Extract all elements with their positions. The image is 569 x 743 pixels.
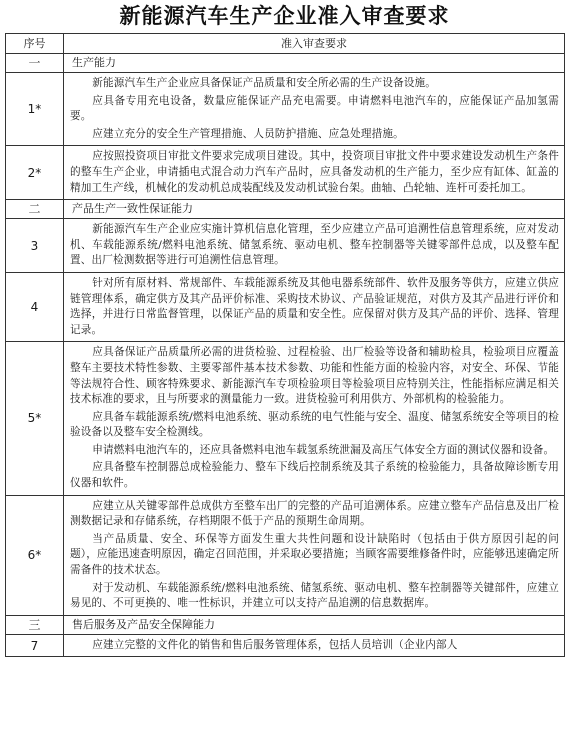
paragraph: 应建立完整的文件化的销售和售后服务管理体系，包括人员培训（企业内部人 xyxy=(92,638,458,651)
section-row xyxy=(6,615,565,634)
table-row xyxy=(6,272,565,341)
paragraph: 申请燃料电池汽车的，还应具备燃料电池车载氢系统泄漏及高压气体安全方面的测试仪器和设备。 xyxy=(92,443,555,456)
item-content xyxy=(64,495,565,615)
paragraph: 针对所有原材料、常规部件、车载能源系统及其他电器系统部件、软件及服务等供方，应建立供应链管理体系，确定供方及其产品评价标准、采购技术协议、产品验证规范，对供方及其产品进行评价和选择，并进行日常监督管理，以保证产品的质量和安全性。应保留对供方及其产品的评价、选择、管理记录。 xyxy=(70,276,559,336)
paragraph: 当产品质量、安全、环保等方面发生重大共性问题和设计缺陷时（包括由于供方原因引起的问题），应能迅速查明原因，确定召回范围，并采取必要措施；当顾客需要维修备件时，应能够迅速确定所需备件的技术状态。 xyxy=(70,532,559,577)
section-label: 生产能力 xyxy=(64,54,565,73)
paragraph: 应按照投资项目审批文件要求完成项目建设。其中，投资项目审批文件中要求建设发动机生产条件的整车生产企业，申请插电式混合动力汽车产品时，应具备发动机的生产能力，至少应有缸体、缸盖的精加工生产线，机械化的发动机总成装配线及发动机试验台架。曲轴、凸轮轴、连杆可委托加工。 xyxy=(70,150,559,194)
section-row xyxy=(6,200,565,219)
section-number: 三 xyxy=(6,615,64,634)
requirements-table xyxy=(5,33,565,657)
paragraph: 应具备专用充电设备，数量应能保证产品充电需要。申请燃料电池汽车的，应能保证产品加氢需要。 xyxy=(70,94,559,123)
item-number: 6* xyxy=(6,495,64,615)
section-number: 一 xyxy=(6,54,64,73)
item-number: 4 xyxy=(6,272,64,341)
table-row xyxy=(6,342,565,495)
item-number: 7 xyxy=(6,634,64,657)
item-content xyxy=(64,342,565,495)
paragraph: 新能源汽车生产企业应具备保证产品质量和安全所必需的生产设备设施。 xyxy=(92,77,437,89)
item-content xyxy=(64,73,565,146)
section-number: 二 xyxy=(6,200,64,219)
col-header-requirements: 准入审查要求 xyxy=(64,34,565,54)
paragraph: 应具备保证产品质量所必需的进货检验、过程检验、出厂检验等设备和辅助检具，检验项目应覆盖整车主要技术特性参数、主要零部件基本技术参数、功能和性能方面的检验内容，对安全、环保、节能等法规符合性、顾客特殊要求、新能源汽车专项检验项目等检验项目应特别关注，性能指标应满足相关技术标准的要求，且与所要求的测量能力一致。进货检验可利用供方、外部机构的检验能力。 xyxy=(70,346,559,406)
item-content xyxy=(64,219,565,273)
paragraph: 新能源汽车生产企业应实施计算机信息化管理，至少应建立产品可追溯性信息管理系统，应对发动机、车载能源系统/燃料电池系统、储氢系统、驱动电机、整车控制器等关键零部件总成，以及整车配置、出厂检测数据等进行可追溯性信息管理。 xyxy=(70,223,559,267)
table-header-row xyxy=(6,34,565,54)
paragraph: 应建立从关键零部件总成供方至整车出厂的完整的产品可追溯体系。应建立整车产品信息及出厂检测数据记录和存储系统，存档期限不低于产品的预期生命周期。 xyxy=(70,499,559,528)
item-content xyxy=(64,146,565,200)
table-row xyxy=(6,634,565,657)
item-content xyxy=(64,272,565,341)
col-header-number: 序号 xyxy=(6,34,64,54)
paragraph: 应具备车载能源系统/燃料电池系统、驱动系统的电气性能与安全、温度、储氢系统安全等项目的检验设备以及整车安全检测线。 xyxy=(70,410,559,439)
section-label: 售后服务及产品安全保障能力 xyxy=(64,615,565,634)
paragraph: 应具备整车控制器总成检验能力、整车下线后控制系统及其子系统的检验能力，具备故障诊断专用仪器和软件。 xyxy=(70,461,559,490)
item-number: 3 xyxy=(6,219,64,273)
page-title: 新能源汽车生产企业准入审查要求 xyxy=(119,4,450,28)
item-content xyxy=(64,634,565,657)
section-row xyxy=(6,54,565,73)
table-row xyxy=(6,219,565,273)
section-label: 产品生产一致性保证能力 xyxy=(64,200,565,219)
table-row xyxy=(6,495,565,615)
table-row xyxy=(6,146,565,200)
item-number: 5* xyxy=(6,342,64,495)
item-number: 2* xyxy=(6,146,64,200)
paragraph: 应建立充分的安全生产管理措施、人员防护措施、应急处理措施。 xyxy=(92,127,404,140)
table-row xyxy=(6,73,565,146)
paragraph: 对于发动机、车载能源系统/燃料电池系统、储氢系统、驱动电机、整车控制器等关键部件，应建立易见的、不可更换的、唯一性标识，并建立可以支持产品追溯的信息数据库。 xyxy=(70,581,559,610)
item-number: 1* xyxy=(6,73,64,146)
